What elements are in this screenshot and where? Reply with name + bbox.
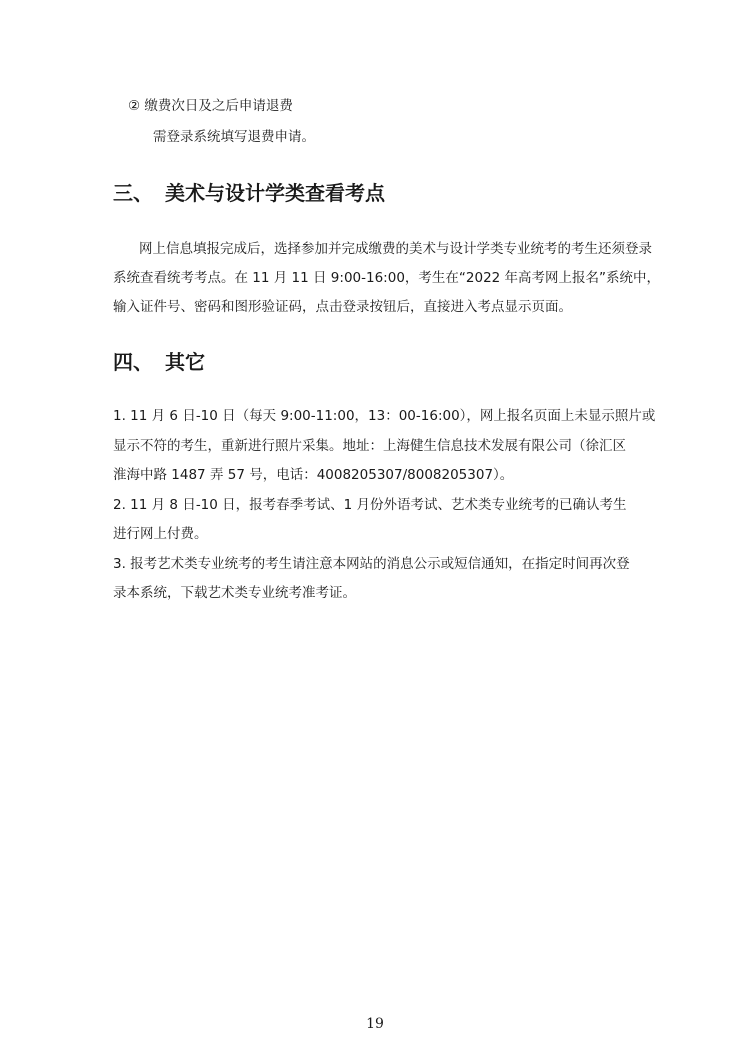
section-4-line: 显示不符的考生，重新进行照片采集。地址：上海健生信息技术发展有限公司（徐汇区 [113,438,626,454]
refund-item-2-desc: 需登录系统填写退费申请。 [153,129,315,145]
section-4-title: 其它 [165,350,205,374]
section-4-heading [113,349,205,375]
section-3-line: 输入证件号、密码和图形验证码，点击登录按钮后，直接进入考点显示页面。 [113,299,572,315]
section-4-line: 2. 11 月 8 日-10 日，报考春季考试、1 月份外语考试、艺术类专业统考的已确认考生 [113,497,627,513]
section-3-number: 三、 [113,181,153,205]
section-3-line: 系统查看统考考点。在 11 月 11 日 9:00-16:00，考生在“2022 年高考网上报名”系统中， [113,270,661,286]
section-4-line: 1. 11 月 6 日-10 日（每天 9:00-11:00，13：00-16:00），网上报名页面上未显示照片或 [113,408,656,424]
section-3-heading [113,180,385,206]
page-number: 19 [366,1016,384,1032]
section-4-number: 四、 [113,350,153,374]
section-4-line: 淮海中路 1487 弄 57 号，电话：4008205307/8008205307）。 [113,467,514,483]
section-4-line: 3. 报考艺术类专业统考的考生请注意本网站的消息公示或短信通知，在指定时间再次登 [113,556,630,572]
section-4-line: 进行网上付费。 [113,526,208,542]
section-4-line: 录本系统，下载艺术类专业统考准考证。 [113,585,356,601]
section-3-title: 美术与设计学类查看考点 [165,181,385,205]
refund-item-2-title: ② 缴费次日及之后申请退费 [128,98,293,114]
section-3-line: 网上信息填报完成后，选择参加并完成缴费的美术与设计学类专业统考的考生还须登录 [139,241,652,257]
